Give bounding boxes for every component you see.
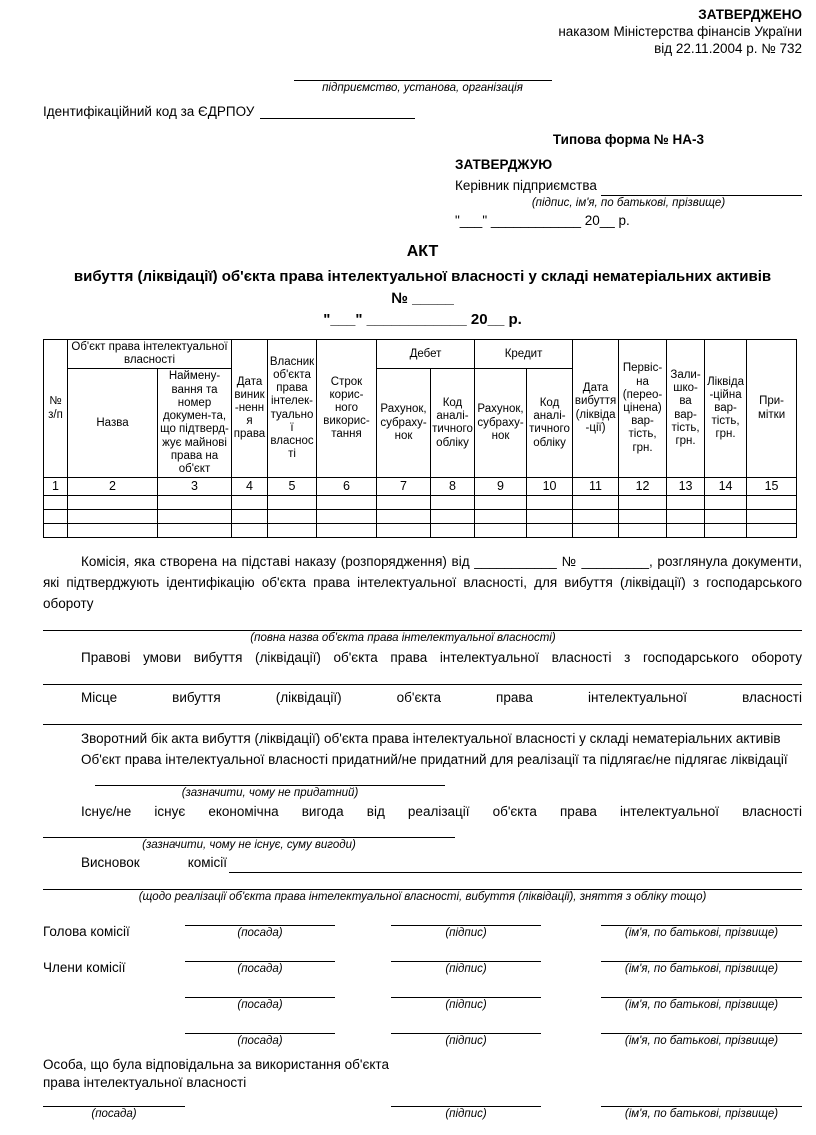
caption-position: (посада) (237, 926, 283, 939)
col-header-credit-analytic: Код аналі-тичного обліку (527, 369, 573, 478)
signature-row-member (43, 949, 802, 976)
organization-caption: підприємство, установа, організація (322, 82, 523, 94)
col-number: 10 (527, 478, 573, 495)
organization-fill-line (294, 71, 552, 81)
signature-line-sign (391, 1094, 541, 1107)
edrpou-line (43, 104, 415, 119)
signature-line-position (185, 1021, 335, 1034)
responsible-person-label: Особа, що була відповідальна за використання об'єкта права інтелектуальної власності (43, 1056, 389, 1090)
col-number: 4 (232, 478, 268, 495)
col-header-residual-value: Зали-шко-ва вар-тість, грн. (667, 340, 705, 478)
column-numbers-row (44, 478, 797, 495)
paragraph-reverse-side: Зворотний бік акта вибуття (ліквідації) об'єкта права інтелектуальної власності у складі нематеріальних активів (81, 730, 781, 746)
signature-line-name (601, 913, 802, 926)
caption-object-full-name: (повна назва об'єкта права інтелектуальної власності) (250, 631, 556, 644)
col-number: 12 (619, 478, 667, 495)
col-group-object: Об'єкт права інтелектуальної власності (68, 340, 232, 369)
col-group-credit: Кредит (475, 340, 573, 369)
head-of-company-line (455, 175, 802, 196)
table-body (44, 495, 797, 537)
table-header-row-groups (44, 340, 797, 369)
caption-conclusion: (щодо реалізації об'єкта права інтелектуальної власності, вибуття (ліквідації), зняття з обліку тощо) (138, 890, 707, 903)
signature-line-sign (391, 913, 541, 926)
signature-line-sign (391, 949, 541, 962)
edrpou-fill-line (260, 104, 415, 119)
approved-block (43, 6, 802, 57)
blank-line-conclusion (43, 873, 802, 890)
table-row (44, 523, 797, 537)
signature-line-name (601, 1021, 802, 1034)
col-number: 6 (317, 478, 377, 495)
document-title (43, 243, 802, 328)
caption-name: (ім'я, по батькові, прізвище) (624, 962, 779, 975)
caption-position: (посада) (237, 962, 283, 975)
caption-sign: (підпис) (445, 962, 487, 975)
col-number: 5 (268, 478, 317, 495)
signature-row-responsible (43, 1094, 802, 1121)
approved-date: від 22.11.2004 р. № 732 (654, 41, 802, 56)
col-header-credit-account: Рахунок, субраху-нок (475, 369, 527, 478)
col-number: 8 (431, 478, 475, 495)
col-number: 7 (377, 478, 431, 495)
signature-label-head: Голова комісії (43, 923, 130, 939)
col-header-notes: При-мітки (747, 340, 797, 478)
signature-line-position (43, 1094, 185, 1107)
col-header-debit-analytic: Код аналі-тичного обліку (431, 369, 475, 478)
col-number: 15 (747, 478, 797, 495)
caption-sign: (підпис) (445, 926, 487, 939)
signature-line-position (185, 913, 335, 926)
blank-line-unsuitable (95, 770, 445, 786)
conclusion-fill-line (229, 858, 802, 873)
col-header-date-out: Дата вибуття (ліквіда-ції) (573, 340, 619, 478)
paragraph-legal-terms: Правові умови вибуття (ліквідації) об'єкта права інтелектуальної власності з господарського обороту (81, 649, 802, 665)
col-number: 2 (68, 478, 158, 495)
col-header-document: Наймену-вання та номер докумен-та, що підтверд-жує майнові права на об'єкт (158, 369, 232, 478)
blank-line-object-name (43, 614, 802, 631)
signature-row-member (43, 985, 802, 1012)
caption-position: (посада) (91, 1107, 137, 1120)
signature-row-head (43, 913, 802, 940)
blank-benefit (43, 822, 455, 852)
col-group-debit: Дебет (377, 340, 475, 369)
col-header-owner: Власник об'єкта права інтелек-туальної власності (268, 340, 317, 478)
signature-line-position (185, 985, 335, 998)
approval-date-blank: "___" ____________ 20__ р. (455, 213, 630, 228)
caption-benefit: (зазначити, чому не існує, суму вигоди) (142, 838, 356, 851)
conclusion-word-2: комісії (187, 854, 228, 870)
col-number: 14 (705, 478, 747, 495)
signature-line-name (601, 1094, 802, 1107)
blank-line-legal (43, 668, 802, 685)
act-title: АКТ (406, 243, 439, 260)
col-number: 11 (573, 478, 619, 495)
approved-title: ЗАТВЕРДЖЕНО (698, 7, 802, 22)
col-header-num: № з/п (44, 340, 68, 478)
caption-unsuitable: (зазначити, чому не придатний) (181, 786, 359, 799)
col-header-name: Назва (68, 369, 158, 478)
paragraph-commission: Комісія, яка створена на підставі наказу (розпорядження) від ___________ № _________, розглянула документи, які підтверджують ідентифікацію об'єкта права інтелектуальної власності, для вибуття (ліквідації) з господарського обороту (43, 553, 802, 611)
signature-line-sign (391, 1021, 541, 1034)
col-header-date-origin: Дата виник-нення права (232, 340, 268, 478)
caption-sign: (підпис) (445, 1034, 487, 1047)
table-row (44, 509, 797, 523)
signature-line-name (601, 949, 802, 962)
head-of-company-label: Керівник підприємства (455, 178, 597, 193)
form-type-label: Типова форма № НА-3 (552, 132, 705, 147)
table-row (44, 495, 797, 509)
col-header-initial-value: Первіс-на (перео-цінена) вар-тість, грн. (619, 340, 667, 478)
caption-sign: (підпис) (445, 1107, 487, 1120)
caption-position: (посада) (237, 998, 283, 1011)
approve-label: ЗАТВЕРДЖУЮ (455, 157, 553, 172)
signature-line-sign (391, 985, 541, 998)
head-fill-line (601, 181, 802, 196)
approved-order: наказом Міністерства фінансів України (558, 24, 802, 39)
col-header-term: Строк корис-ного викорис-тання (317, 340, 377, 478)
conclusion-line (43, 852, 802, 873)
conclusion-word-1: Висновок (81, 854, 140, 870)
col-header-liquidation-value: Ліквіда-ційна вар-тість, грн. (705, 340, 747, 478)
caption-position: (посада) (237, 1034, 283, 1047)
edrpou-label: Ідентифікаційний код за ЄДРПОУ (43, 104, 255, 119)
act-subtitle: вибуття (ліквідації) об'єкта права інтелектуальної власності у складі нематеріальних активів № _____ (73, 268, 772, 307)
signature-row-member (43, 1021, 802, 1048)
col-number: 13 (667, 478, 705, 495)
assets-table (43, 339, 797, 538)
signature-line-position (185, 949, 335, 962)
blank-unsuitable (95, 770, 445, 800)
table-header (44, 340, 797, 496)
approval-right-block (455, 129, 802, 231)
signature-line-name (601, 985, 802, 998)
organization-blank (294, 71, 552, 95)
col-number: 3 (158, 478, 232, 495)
col-header-debit-account: Рахунок, субраху-нок (377, 369, 431, 478)
caption-sign: (підпис) (445, 998, 487, 1011)
caption-name: (ім'я, по батькові, прізвище) (624, 1107, 779, 1120)
act-date-blank: "___" ____________ 20__ р. (323, 311, 522, 328)
head-signature-caption: (підпис, ім'я, по батькові, прізвище) (531, 197, 726, 209)
blank-line-place (43, 708, 802, 725)
paragraph-suitability: Об'єкт права інтелектуальної власності придатний/не придатний для реалізації та підлягає/не підлягає ліквідації (81, 751, 788, 767)
caption-name: (ім'я, по батькові, прізвище) (624, 998, 779, 1011)
caption-name: (ім'я, по батькові, прізвище) (624, 1034, 779, 1047)
paragraph-place: Місце вибуття (ліквідації) об'єкта права інтелектуальної власності (81, 689, 802, 705)
blank-line-benefit (43, 822, 455, 838)
signature-label-members: Члени комісії (43, 959, 126, 975)
col-number: 1 (44, 478, 68, 495)
paragraph-economic-benefit: Існує/не існує економічна вигода від реалізації об'єкта права інтелектуальної власності (81, 803, 802, 819)
col-number: 9 (475, 478, 527, 495)
caption-name: (ім'я, по батькові, прізвище) (624, 926, 779, 939)
